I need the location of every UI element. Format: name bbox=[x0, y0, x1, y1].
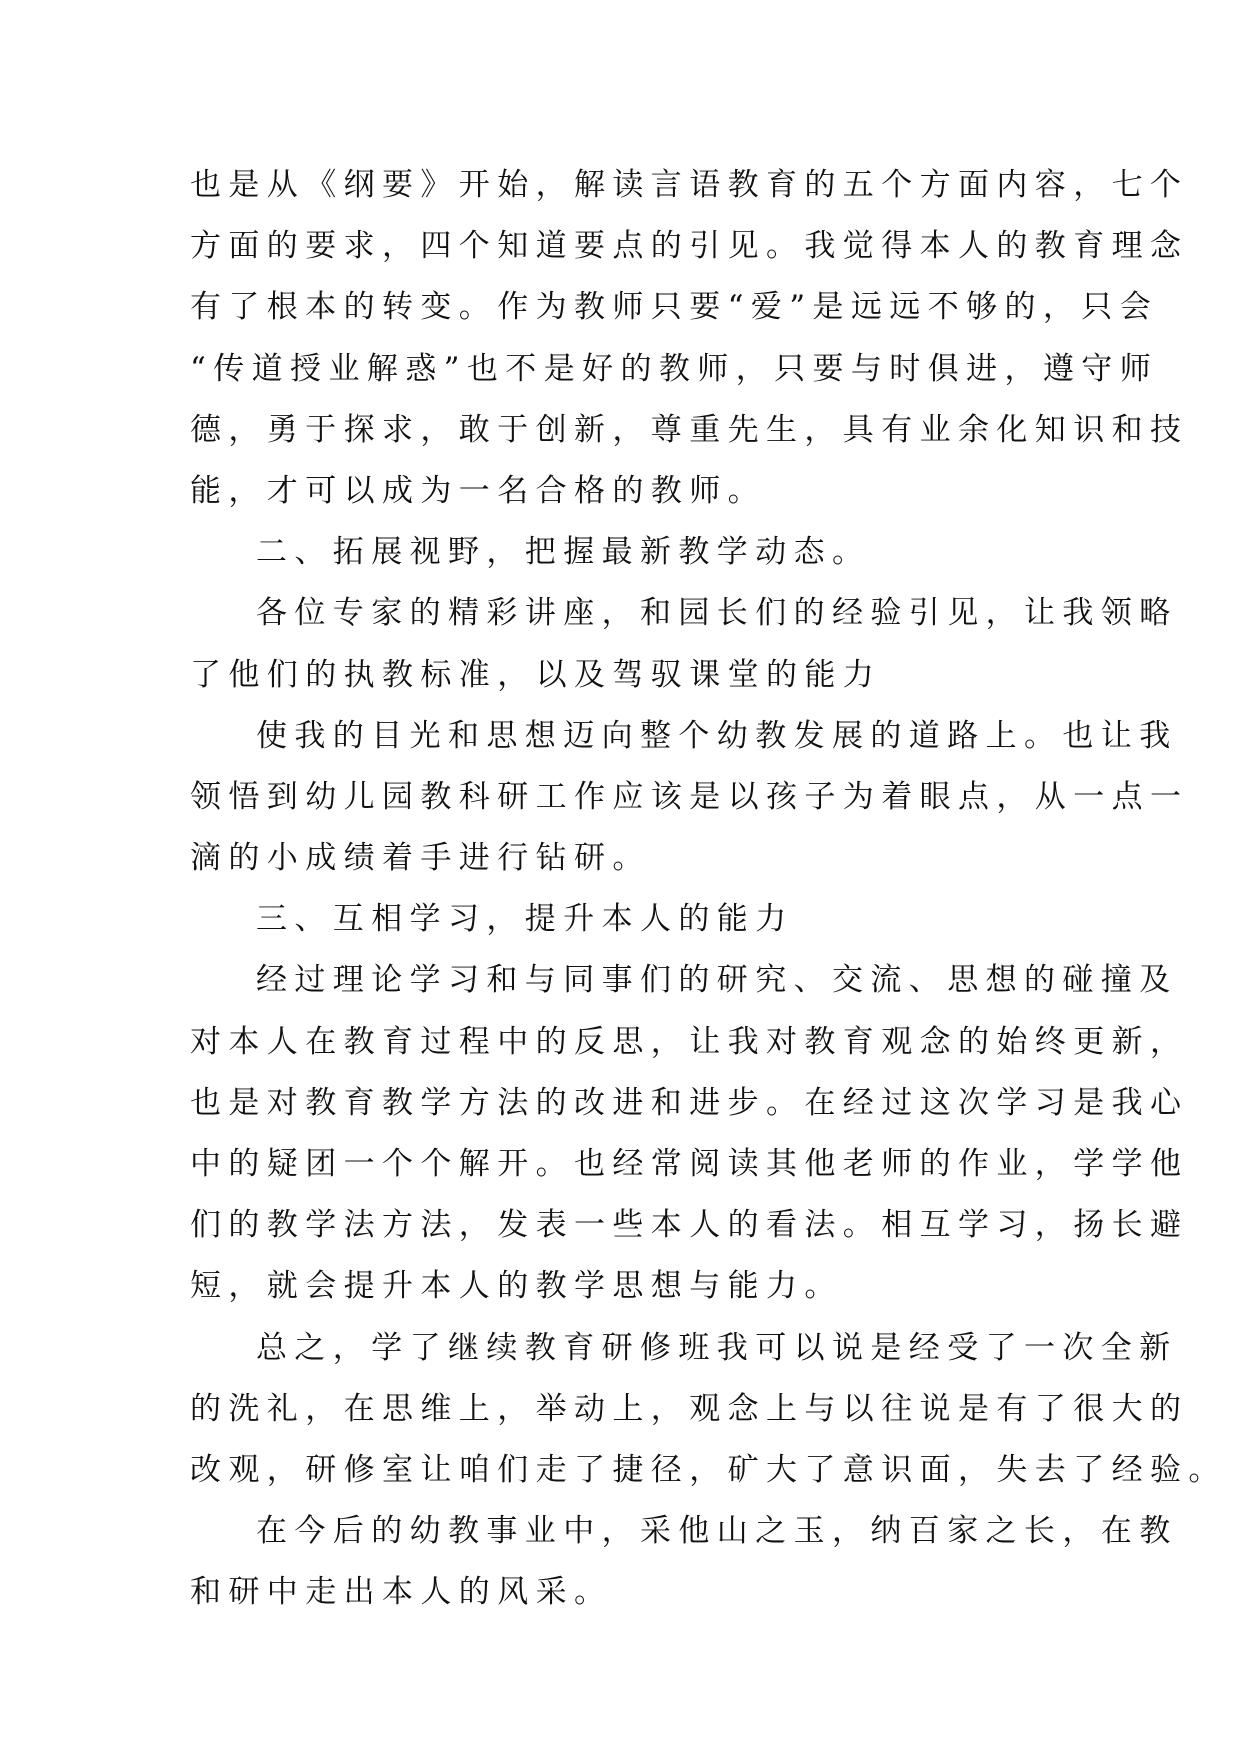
text-line: 德，勇于探求，敢于创新，尊重先生，具有业余化知识和技 bbox=[190, 411, 1189, 448]
text-line: 经过理论学习和与同事们的研究、交流、思想的碰撞及 bbox=[256, 962, 1178, 999]
text-line: “传道授业解惑”也不是好的教师，只要与时俱进，遵守师 bbox=[190, 350, 1159, 387]
text-line: 能，才可以成为一名合格的教师。 bbox=[190, 472, 766, 509]
text-line: 改观，研修室让咱们走了捷径，矿大了意识面，失去了经验。 bbox=[190, 1451, 1227, 1488]
text-line: 和研中走出本人的风采。 bbox=[190, 1574, 613, 1611]
text-line: 方面的要求，四个知道要点的引见。我觉得本人的教育理念 bbox=[190, 228, 1189, 265]
text-line: 中的疑团一个个解开。也经常阅读其他老师的作业，学学他 bbox=[190, 1146, 1189, 1182]
text-line: 也是对教育教学方法的改进和进步。在经过这次学习是我心 bbox=[190, 1084, 1189, 1121]
text-line: 短，就会提升本人的教学思想与能力。 bbox=[190, 1268, 843, 1305]
document-body bbox=[190, 155, 1227, 1624]
text-line: 对本人在教育过程中的反思，让我对教育观念的始终更新， bbox=[190, 1023, 1189, 1060]
text-line: 总之，学了继续教育研修班我可以说是经受了一次全新 bbox=[256, 1329, 1178, 1366]
text-line: 领悟到幼儿园教科研工作应该是以孩子为着眼点，从一点一 bbox=[190, 778, 1189, 815]
text-line: 二、拓展视野，把握最新教学动态。 bbox=[256, 534, 871, 571]
text-line: 三、互相学习，提升本人的能力 bbox=[256, 901, 794, 938]
text-line: 在今后的幼教事业中，采他山之玉，纳百家之长，在教 bbox=[256, 1513, 1178, 1550]
text-line: 也是从《纲要》开始，解读言语教育的五个方面内容，七个 bbox=[190, 167, 1189, 203]
text-line: 各位专家的精彩讲座，和园长们的经验引见，让我领略 bbox=[256, 595, 1178, 632]
text-line: 有了根本的转变。作为教师只要“爱”是远远不够的，只会 bbox=[190, 289, 1159, 326]
text-line: 了他们的执教标准，以及驾驭课堂的能力 bbox=[190, 656, 882, 693]
text-line: 们的教学法方法，发表一些本人的看法。相互学习，扬长避 bbox=[190, 1207, 1189, 1244]
text-line: 使我的目光和思想迈向整个幼教发展的道路上。也让我 bbox=[256, 717, 1178, 754]
text-line: 滴的小成绩着手进行钻研。 bbox=[190, 840, 651, 877]
text-line: 的洗礼，在思维上，举动上，观念上与以往说是有了很大的 bbox=[190, 1390, 1189, 1427]
